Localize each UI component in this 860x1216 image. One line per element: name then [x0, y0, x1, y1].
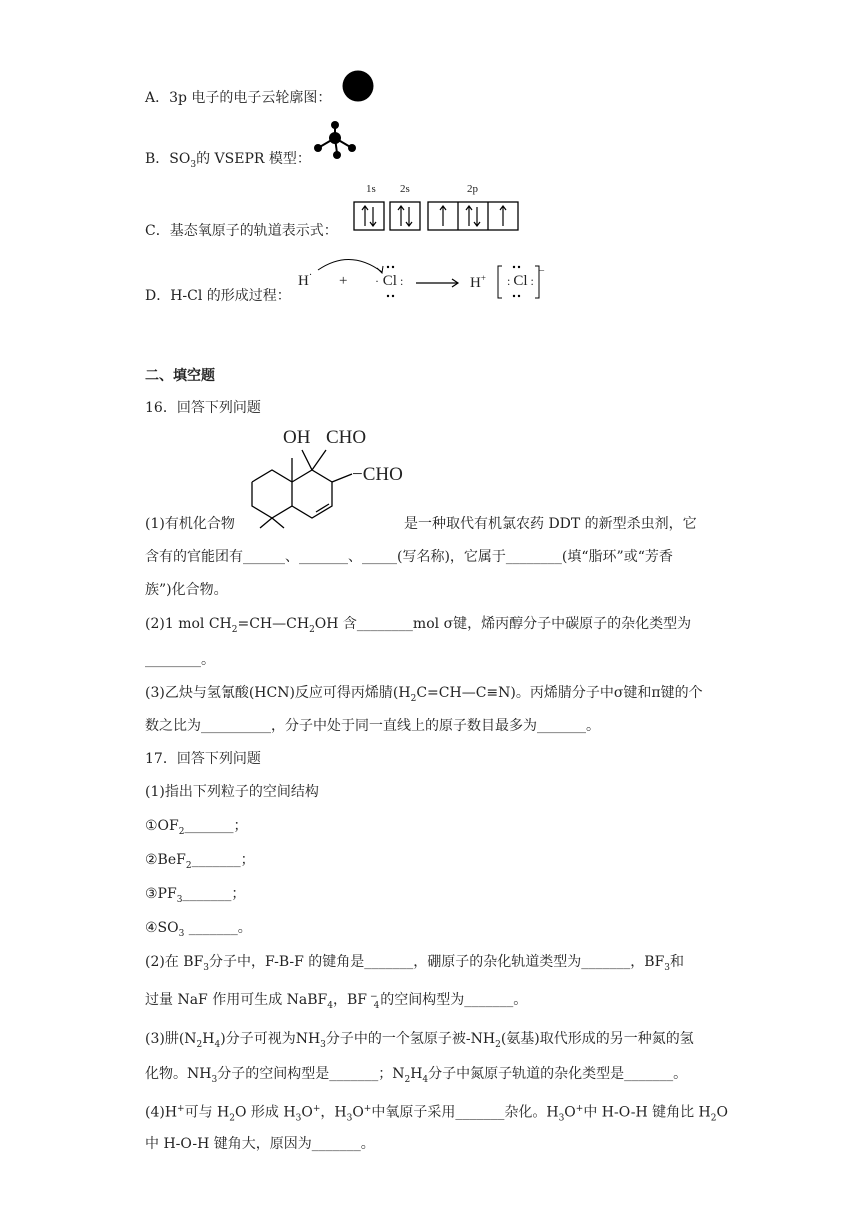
- option-b: B．$SO_3$的 VSEPR 模型：: [145, 151, 311, 170]
- q17-item-1: $①OF_2\_\_\_\_\_\_\_$；: [145, 818, 248, 837]
- q16-p1-line3: 族”)化合物。: [145, 582, 228, 598]
- orbital-label-2s: 2s: [400, 183, 410, 195]
- formula-hplus: H+: [470, 273, 486, 291]
- q16-p1-line2: 含有的官能团有______、_______、_____(写名称)，它属于________(填“脂环”或“芳香: [145, 549, 673, 565]
- q16-p3-line2: 数之比为__________，分子中处于同一直线上的原子数目最多为_______。: [145, 718, 600, 734]
- formation-process-drawing: [300, 252, 550, 302]
- struct-oh-label: OH: [283, 427, 311, 448]
- q17-p3-line1: (3)肼$(N_2H_4)$分子可视为$NH_3$分子中的一个氢原子被$-NH_2$(氨基)取代形成的另一种氮的氢: [145, 1031, 694, 1050]
- option-c: C．基态氧原子的轨道表示式：: [145, 223, 338, 239]
- q17-item-3: $③PF_3\_\_\_\_\_\_\_$；: [145, 886, 246, 905]
- section-title: 二、填空题: [145, 368, 215, 384]
- struct-cho-label-2: −CHO: [352, 464, 403, 485]
- q16-p3-line1: (3)乙炔与氢氰酸(HCN)反应可得丙烯腈$(H_2C=CH—C\equiv N)$。丙烯腈分子中σ键和π键的个: [145, 685, 703, 704]
- option-a-text: A．3p 电子的电子云轮廓图：: [145, 90, 332, 106]
- q16-p2-line1: (2)1 mol $CH_2=CH—CH_2OH$ 含________mol σ键，烯丙醇分子中碳原子的杂化类型为: [145, 616, 692, 635]
- orbital-diagram: [352, 200, 522, 234]
- q17-p4-line2: 中 H-O-H 键角大，原因为_______。: [145, 1136, 375, 1152]
- q17-item-4: $④SO_3$ _______。: [145, 920, 252, 939]
- q16-title: 16．回答下列问题: [145, 400, 261, 416]
- q17-title: 17．回答下列问题: [145, 751, 261, 767]
- option-d: D．H-Cl 的形成过程：: [145, 288, 291, 304]
- q17-p1: (1)指出下列粒子的空间结构: [145, 784, 319, 800]
- formula-plus: +: [339, 273, 348, 289]
- formula-cl: · Cl :: [375, 273, 404, 289]
- struct-cho-label-1: CHO: [326, 427, 367, 448]
- q16-p1-line1: (1)有机化合物: [145, 516, 235, 532]
- q17-p2-line1: (2)在 $BF_3$分子中，F-B-F 的键角是_______，硼原子的杂化轨道类型为_______，$BF_3$和: [145, 954, 685, 973]
- q16-p1-line1b: 是一种取代有机氯农药 DDT 的新型杀虫剂，它: [404, 516, 697, 532]
- formula-cl-ion: : Cl :: [507, 273, 534, 289]
- option-a: [145, 88, 331, 108]
- p-orbital-cloud-image: [340, 70, 376, 104]
- q17-p2-line2: 过量 NaF 作用可生成 NaBF$_4$，BF $_{-4}$的空间构型为_______。: [145, 991, 528, 1011]
- q17-p4-line1: (4)H+可与 $H_2O$ 形成 $H_3O^+$，$H_3O^+$中氧原子采用_______杂化。$H_3O^+$中 H-O-H 键角比 $H_2O$: [145, 1104, 728, 1124]
- q17-item-2: ②BeF$_2$_______；: [145, 852, 255, 871]
- so3-vsepr-model-image: [310, 120, 360, 162]
- q17-p3-line2: 化物。$NH_3$分子的空间构型是_______；$N_2H_4$分子中氮原子轨道的杂化类型是_______。: [145, 1066, 688, 1085]
- orbital-label-2p: 2p: [467, 183, 478, 195]
- q16-p2-line2: ________。: [145, 652, 215, 668]
- orbital-label-1s: 1s: [366, 183, 376, 195]
- formula-minus: −: [539, 266, 545, 277]
- formula-h: H·: [298, 270, 313, 289]
